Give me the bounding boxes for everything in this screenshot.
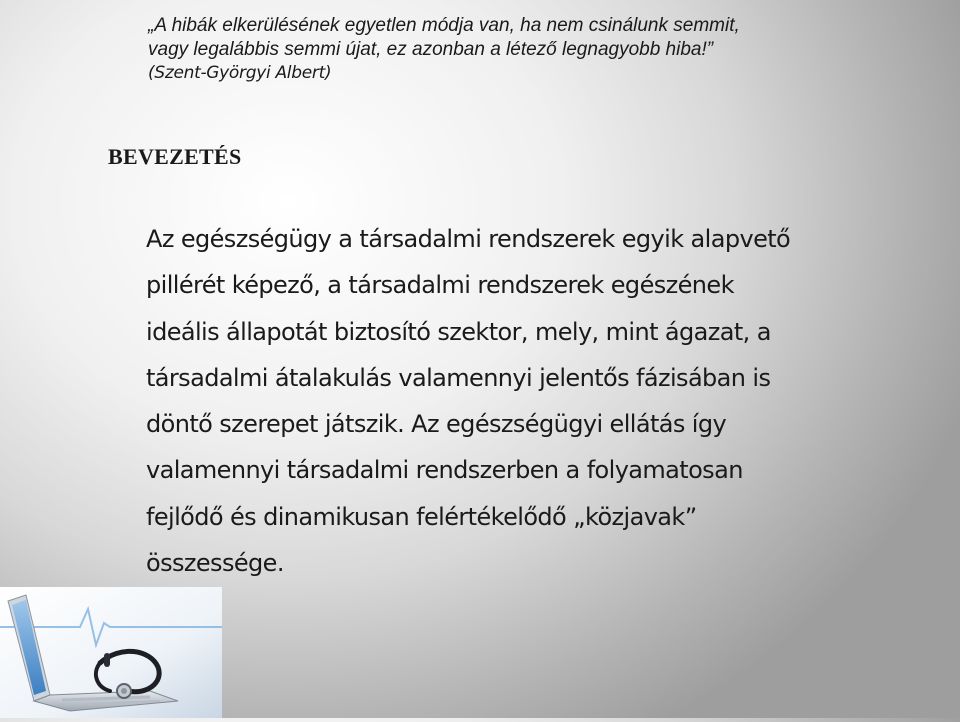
- body-line: pillérét képező, a társadalmi rendszerek egészének: [146, 271, 734, 300]
- body-line: fejlődő és dinamikusan felértékelődő „közjavak”: [146, 502, 697, 531]
- body-line: ideális állapotát biztosító szektor, mely, mint ágazat, a: [146, 317, 771, 346]
- body-line: összessége.: [146, 549, 284, 578]
- laptop-stethoscope-icon: [0, 587, 222, 718]
- quote-block: [148, 14, 908, 62]
- quote-line: „A hibák elkerülésének egyetlen módja van, ha nem csinálunk semmit,: [148, 15, 740, 36]
- body-line: társadalmi átalakulás valamennyi jelentős fázisában is: [146, 363, 771, 392]
- section-heading: BEVEZETÉS: [108, 144, 242, 169]
- quote-attribution: (Szent-Györgyi Albert): [148, 63, 332, 83]
- body-line: döntő szerepet játszik. Az egészségügyi ellátás így: [146, 410, 727, 439]
- body-line: valamennyi társadalmi rendszerben a folyamatosan: [146, 456, 743, 485]
- quote-line: vagy legalábbis semmi újat, ez azonban a létező legnagyobb hiba!”: [148, 39, 714, 60]
- body-line: Az egészségügy a társadalmi rendszerek egyik alapvető: [146, 225, 791, 253]
- body-paragraph: [146, 216, 866, 586]
